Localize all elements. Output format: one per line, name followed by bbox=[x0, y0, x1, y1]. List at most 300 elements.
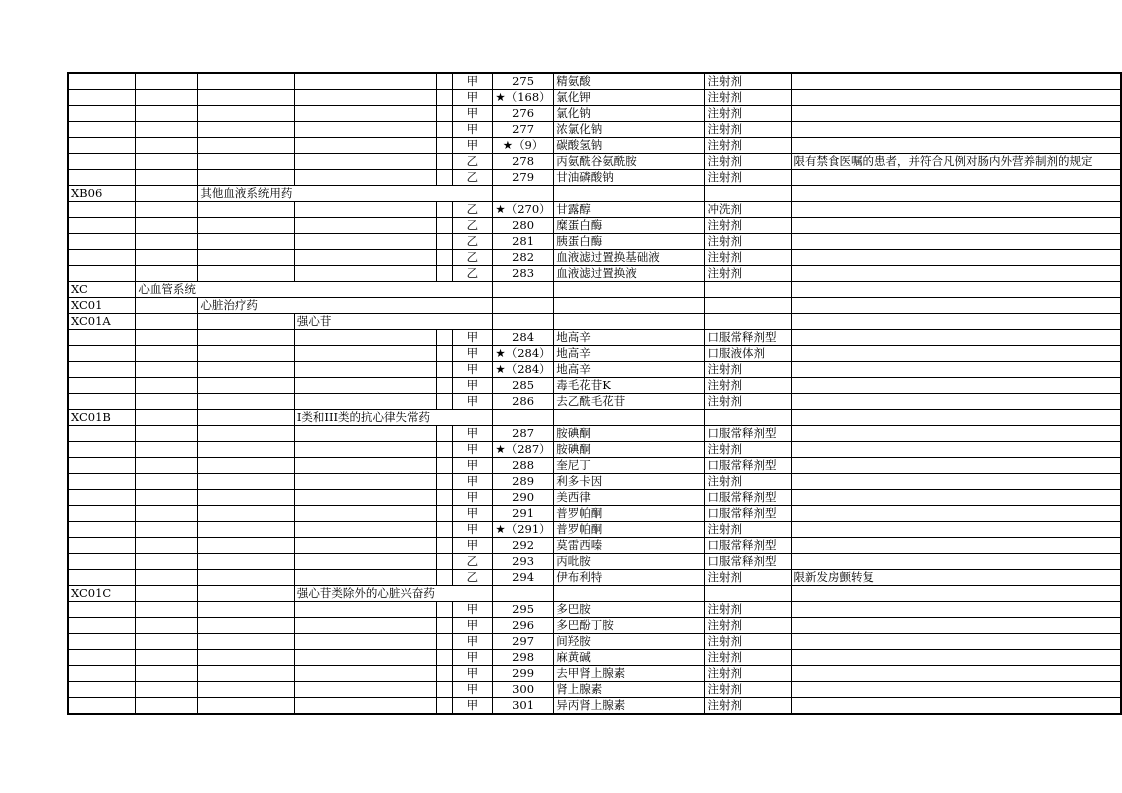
note-cell bbox=[791, 346, 1121, 362]
empty-cell bbox=[198, 73, 295, 90]
empty-cell bbox=[437, 250, 452, 266]
drug-name-cell: 伊布利特 bbox=[554, 570, 705, 586]
empty-cell bbox=[198, 362, 295, 378]
empty-cell bbox=[136, 250, 198, 266]
empty-cell bbox=[437, 378, 452, 394]
empty-cell bbox=[437, 314, 452, 330]
category-code-cell bbox=[68, 202, 136, 218]
empty-cell bbox=[437, 218, 452, 234]
drug-name-cell: 氯化钾 bbox=[554, 90, 705, 106]
drug-name-cell: 地高辛 bbox=[554, 362, 705, 378]
note-cell bbox=[791, 122, 1121, 138]
dosage-form-cell: 注射剂 bbox=[705, 602, 791, 618]
category-code-cell bbox=[68, 90, 136, 106]
drug-row bbox=[68, 154, 1121, 170]
empty-cell bbox=[136, 442, 198, 458]
category-code-cell bbox=[68, 170, 136, 186]
empty-cell bbox=[437, 234, 452, 250]
note-cell bbox=[791, 266, 1121, 282]
note-cell bbox=[791, 474, 1121, 490]
dosage-form-cell: 注射剂 bbox=[705, 666, 791, 682]
number-cell: 289 bbox=[492, 474, 553, 490]
empty-cell bbox=[437, 90, 452, 106]
note-cell bbox=[791, 618, 1121, 634]
note-cell bbox=[791, 73, 1121, 90]
category-code-cell bbox=[68, 250, 136, 266]
category-code-cell bbox=[68, 266, 136, 282]
drug-name-cell: 奎尼丁 bbox=[554, 458, 705, 474]
category-name-cell: 其他血液系统用药 bbox=[198, 186, 295, 202]
category-row bbox=[68, 282, 1121, 298]
drug-catalog-table bbox=[67, 72, 1122, 715]
note-cell bbox=[791, 506, 1121, 522]
empty-cell bbox=[136, 698, 198, 715]
grade-cell: 乙 bbox=[452, 554, 492, 570]
empty-cell bbox=[136, 650, 198, 666]
category-code-cell bbox=[68, 362, 136, 378]
note-cell bbox=[791, 330, 1121, 346]
empty-cell bbox=[136, 410, 198, 426]
note-cell bbox=[791, 378, 1121, 394]
empty-cell bbox=[198, 570, 295, 586]
empty-cell bbox=[294, 250, 437, 266]
drug-name-cell: 碳酸氢钠 bbox=[554, 138, 705, 154]
grade-cell: 乙 bbox=[452, 266, 492, 282]
category-code-cell bbox=[68, 458, 136, 474]
number-cell: 293 bbox=[492, 554, 553, 570]
empty-cell bbox=[136, 682, 198, 698]
category-row bbox=[68, 298, 1121, 314]
number-cell: 301 bbox=[492, 698, 553, 715]
number-cell: ★（287） bbox=[492, 442, 553, 458]
drug-row bbox=[68, 266, 1121, 282]
note-cell: 限新发房颤转复 bbox=[791, 570, 1121, 586]
dosage-form-cell: 口服常释剂型 bbox=[705, 330, 791, 346]
empty-cell bbox=[136, 538, 198, 554]
dosage-form-cell: 注射剂 bbox=[705, 90, 791, 106]
empty-cell bbox=[294, 522, 437, 538]
drug-row bbox=[68, 394, 1121, 410]
drug-row bbox=[68, 618, 1121, 634]
dosage-form-cell: 注射剂 bbox=[705, 618, 791, 634]
dosage-form-cell: 注射剂 bbox=[705, 378, 791, 394]
dosage-form-cell: 口服常释剂型 bbox=[705, 506, 791, 522]
empty-cell bbox=[136, 266, 198, 282]
empty-cell bbox=[437, 394, 452, 410]
category-row bbox=[68, 314, 1121, 330]
note-cell bbox=[791, 362, 1121, 378]
empty-cell bbox=[136, 362, 198, 378]
empty-cell bbox=[437, 186, 452, 202]
drug-name-cell bbox=[554, 586, 705, 602]
drug-name-cell: 糜蛋白酶 bbox=[554, 218, 705, 234]
category-row bbox=[68, 586, 1121, 602]
dosage-form-cell: 冲洗剂 bbox=[705, 202, 791, 218]
empty-cell bbox=[198, 170, 295, 186]
empty-cell bbox=[437, 202, 452, 218]
category-code-cell bbox=[68, 426, 136, 442]
drug-row bbox=[68, 698, 1121, 715]
empty-cell bbox=[294, 538, 437, 554]
category-code-cell bbox=[68, 378, 136, 394]
empty-cell bbox=[294, 186, 437, 202]
dosage-form-cell: 口服常释剂型 bbox=[705, 490, 791, 506]
category-name-cell: Ⅰ类和III类的抗心律失常药 bbox=[294, 410, 437, 426]
grade-cell bbox=[452, 314, 492, 330]
category-code-cell bbox=[68, 138, 136, 154]
grade-cell: 甲 bbox=[452, 506, 492, 522]
empty-cell bbox=[136, 394, 198, 410]
grade-cell: 甲 bbox=[452, 538, 492, 554]
empty-cell bbox=[437, 170, 452, 186]
category-code-cell bbox=[68, 122, 136, 138]
note-cell bbox=[791, 138, 1121, 154]
empty-cell bbox=[294, 298, 437, 314]
grade-cell: 甲 bbox=[452, 618, 492, 634]
number-cell: 291 bbox=[492, 506, 553, 522]
category-code-cell bbox=[68, 522, 136, 538]
drug-name-cell: 异丙肾上腺素 bbox=[554, 698, 705, 715]
category-code-cell bbox=[68, 682, 136, 698]
empty-cell bbox=[198, 90, 295, 106]
empty-cell bbox=[136, 378, 198, 394]
empty-cell bbox=[198, 554, 295, 570]
empty-cell bbox=[198, 602, 295, 618]
empty-cell bbox=[198, 618, 295, 634]
empty-cell bbox=[294, 458, 437, 474]
drug-name-cell: 肾上腺素 bbox=[554, 682, 705, 698]
category-code-cell bbox=[68, 490, 136, 506]
empty-cell bbox=[198, 522, 295, 538]
empty-cell bbox=[294, 570, 437, 586]
drug-name-cell: 胺碘酮 bbox=[554, 426, 705, 442]
dosage-form-cell bbox=[705, 314, 791, 330]
grade-cell: 甲 bbox=[452, 650, 492, 666]
category-code-cell bbox=[68, 106, 136, 122]
empty-cell bbox=[198, 490, 295, 506]
empty-cell bbox=[198, 266, 295, 282]
empty-cell bbox=[294, 426, 437, 442]
empty-cell bbox=[294, 90, 437, 106]
drug-name-cell: 胺碘酮 bbox=[554, 442, 705, 458]
number-cell: 279 bbox=[492, 170, 553, 186]
empty-cell bbox=[136, 586, 198, 602]
empty-cell bbox=[437, 458, 452, 474]
number-cell: 280 bbox=[492, 218, 553, 234]
dosage-form-cell bbox=[705, 410, 791, 426]
note-cell bbox=[791, 682, 1121, 698]
empty-cell bbox=[198, 650, 295, 666]
dosage-form-cell: 注射剂 bbox=[705, 698, 791, 715]
drug-name-cell bbox=[554, 298, 705, 314]
empty-cell bbox=[294, 378, 437, 394]
number-cell bbox=[492, 298, 553, 314]
note-cell bbox=[791, 298, 1121, 314]
empty-cell bbox=[136, 122, 198, 138]
empty-cell bbox=[136, 73, 198, 90]
empty-cell bbox=[294, 282, 437, 298]
note-cell bbox=[791, 586, 1121, 602]
drug-row bbox=[68, 426, 1121, 442]
empty-cell bbox=[198, 682, 295, 698]
drug-name-cell: 甘油磷酸钠 bbox=[554, 170, 705, 186]
drug-row bbox=[68, 218, 1121, 234]
empty-cell bbox=[294, 602, 437, 618]
drug-row bbox=[68, 522, 1121, 538]
note-cell bbox=[791, 234, 1121, 250]
number-cell bbox=[492, 314, 553, 330]
note-cell bbox=[791, 218, 1121, 234]
category-name-cell: 心脏治疗药 bbox=[198, 298, 295, 314]
drug-row bbox=[68, 90, 1121, 106]
drug-row bbox=[68, 106, 1121, 122]
grade-cell bbox=[452, 186, 492, 202]
empty-cell bbox=[136, 330, 198, 346]
grade-cell: 甲 bbox=[452, 442, 492, 458]
empty-cell bbox=[437, 698, 452, 715]
dosage-form-cell: 注射剂 bbox=[705, 154, 791, 170]
note-cell bbox=[791, 554, 1121, 570]
empty-cell bbox=[294, 106, 437, 122]
number-cell: 297 bbox=[492, 634, 553, 650]
note-cell bbox=[791, 202, 1121, 218]
dosage-form-cell: 口服常释剂型 bbox=[705, 554, 791, 570]
drug-row bbox=[68, 458, 1121, 474]
drug-row bbox=[68, 73, 1121, 90]
empty-cell bbox=[294, 122, 437, 138]
empty-cell bbox=[294, 650, 437, 666]
empty-cell bbox=[198, 458, 295, 474]
category-row bbox=[68, 186, 1121, 202]
drug-name-cell bbox=[554, 410, 705, 426]
grade-cell: 甲 bbox=[452, 138, 492, 154]
empty-cell bbox=[198, 282, 295, 298]
note-cell bbox=[791, 106, 1121, 122]
empty-cell bbox=[198, 234, 295, 250]
empty-cell bbox=[198, 586, 295, 602]
empty-cell bbox=[136, 602, 198, 618]
empty-cell bbox=[294, 634, 437, 650]
number-cell: 285 bbox=[492, 378, 553, 394]
grade-cell: 甲 bbox=[452, 458, 492, 474]
category-name-cell: 强心苷类除外的心脏兴奋药 bbox=[294, 586, 437, 602]
empty-cell bbox=[437, 362, 452, 378]
note-cell bbox=[791, 314, 1121, 330]
empty-cell bbox=[294, 698, 437, 715]
note-cell bbox=[791, 538, 1121, 554]
grade-cell: 甲 bbox=[452, 106, 492, 122]
grade-cell: 甲 bbox=[452, 362, 492, 378]
drug-row bbox=[68, 554, 1121, 570]
empty-cell bbox=[198, 106, 295, 122]
drug-row bbox=[68, 346, 1121, 362]
empty-cell bbox=[136, 426, 198, 442]
drug-name-cell: 精氨酸 bbox=[554, 73, 705, 90]
empty-cell bbox=[198, 410, 295, 426]
category-code-cell bbox=[68, 634, 136, 650]
dosage-form-cell: 注射剂 bbox=[705, 266, 791, 282]
category-code-cell bbox=[68, 474, 136, 490]
empty-cell bbox=[437, 650, 452, 666]
grade-cell: 甲 bbox=[452, 394, 492, 410]
empty-cell bbox=[136, 298, 198, 314]
number-cell: 290 bbox=[492, 490, 553, 506]
number-cell: 276 bbox=[492, 106, 553, 122]
category-code-cell: XC01B bbox=[68, 410, 136, 426]
empty-cell bbox=[437, 538, 452, 554]
empty-cell bbox=[136, 234, 198, 250]
empty-cell bbox=[198, 202, 295, 218]
drug-row bbox=[68, 650, 1121, 666]
drug-row bbox=[68, 202, 1121, 218]
grade-cell: 甲 bbox=[452, 346, 492, 362]
grade-cell: 甲 bbox=[452, 682, 492, 698]
number-cell: 294 bbox=[492, 570, 553, 586]
empty-cell bbox=[136, 634, 198, 650]
drug-name-cell: 美西律 bbox=[554, 490, 705, 506]
number-cell: ★（168） bbox=[492, 90, 553, 106]
empty-cell bbox=[294, 73, 437, 90]
number-cell: 299 bbox=[492, 666, 553, 682]
grade-cell: 甲 bbox=[452, 490, 492, 506]
empty-cell bbox=[294, 682, 437, 698]
empty-cell bbox=[437, 73, 452, 90]
empty-cell bbox=[437, 346, 452, 362]
note-cell bbox=[791, 410, 1121, 426]
drug-name-cell: 去乙酰毛花苷 bbox=[554, 394, 705, 410]
empty-cell bbox=[136, 490, 198, 506]
empty-cell bbox=[136, 314, 198, 330]
category-code-cell: XB06 bbox=[68, 186, 136, 202]
note-cell bbox=[791, 666, 1121, 682]
empty-cell bbox=[437, 682, 452, 698]
note-cell bbox=[791, 650, 1121, 666]
empty-cell bbox=[437, 666, 452, 682]
grade-cell: 甲 bbox=[452, 330, 492, 346]
grade-cell: 甲 bbox=[452, 666, 492, 682]
drug-name-cell: 普罗帕酮 bbox=[554, 506, 705, 522]
number-cell: 296 bbox=[492, 618, 553, 634]
number-cell: 275 bbox=[492, 73, 553, 90]
category-code-cell bbox=[68, 618, 136, 634]
empty-cell bbox=[198, 122, 295, 138]
number-cell bbox=[492, 586, 553, 602]
empty-cell bbox=[198, 330, 295, 346]
category-code-cell bbox=[68, 650, 136, 666]
category-code-cell bbox=[68, 394, 136, 410]
dosage-form-cell: 注射剂 bbox=[705, 362, 791, 378]
dosage-form-cell: 注射剂 bbox=[705, 170, 791, 186]
empty-cell bbox=[136, 154, 198, 170]
empty-cell bbox=[437, 298, 452, 314]
empty-cell bbox=[437, 330, 452, 346]
empty-cell bbox=[294, 202, 437, 218]
grade-cell: 甲 bbox=[452, 378, 492, 394]
empty-cell bbox=[437, 122, 452, 138]
empty-cell bbox=[198, 250, 295, 266]
empty-cell bbox=[437, 554, 452, 570]
dosage-form-cell: 注射剂 bbox=[705, 570, 791, 586]
drug-name-cell: 麻黄碱 bbox=[554, 650, 705, 666]
category-code-cell bbox=[68, 506, 136, 522]
drug-name-cell: 利多卡因 bbox=[554, 474, 705, 490]
empty-cell bbox=[437, 282, 452, 298]
category-code-cell: XC01C bbox=[68, 586, 136, 602]
empty-cell bbox=[437, 474, 452, 490]
drug-row bbox=[68, 602, 1121, 618]
note-cell bbox=[791, 394, 1121, 410]
dosage-form-cell: 注射剂 bbox=[705, 73, 791, 90]
drug-row bbox=[68, 570, 1121, 586]
empty-cell bbox=[198, 218, 295, 234]
dosage-form-cell: 口服常释剂型 bbox=[705, 426, 791, 442]
category-code-cell bbox=[68, 602, 136, 618]
note-cell bbox=[791, 186, 1121, 202]
empty-cell bbox=[136, 506, 198, 522]
grade-cell: 乙 bbox=[452, 234, 492, 250]
drug-name-cell: 毒毛花苷K bbox=[554, 378, 705, 394]
empty-cell bbox=[198, 666, 295, 682]
grade-cell: 甲 bbox=[452, 474, 492, 490]
empty-cell bbox=[437, 618, 452, 634]
empty-cell bbox=[136, 522, 198, 538]
empty-cell bbox=[136, 218, 198, 234]
empty-cell bbox=[437, 106, 452, 122]
drug-row bbox=[68, 474, 1121, 490]
empty-cell bbox=[198, 378, 295, 394]
number-cell bbox=[492, 410, 553, 426]
empty-cell bbox=[198, 698, 295, 715]
category-name-cell: 心血管系统 bbox=[136, 282, 198, 298]
drug-name-cell: 地高辛 bbox=[554, 330, 705, 346]
empty-cell bbox=[136, 618, 198, 634]
dosage-form-cell: 注射剂 bbox=[705, 522, 791, 538]
drug-row bbox=[68, 378, 1121, 394]
empty-cell bbox=[294, 330, 437, 346]
grade-cell bbox=[452, 298, 492, 314]
grade-cell: 乙 bbox=[452, 218, 492, 234]
empty-cell bbox=[198, 538, 295, 554]
empty-cell bbox=[136, 138, 198, 154]
empty-cell bbox=[437, 426, 452, 442]
empty-cell bbox=[198, 154, 295, 170]
dosage-form-cell: 注射剂 bbox=[705, 634, 791, 650]
note-cell bbox=[791, 634, 1121, 650]
grade-cell bbox=[452, 282, 492, 298]
empty-cell bbox=[437, 570, 452, 586]
grade-cell: 甲 bbox=[452, 122, 492, 138]
drug-name-cell: 莫雷西嗪 bbox=[554, 538, 705, 554]
grade-cell: 乙 bbox=[452, 202, 492, 218]
note-cell bbox=[791, 458, 1121, 474]
drug-row bbox=[68, 682, 1121, 698]
category-code-cell: XC bbox=[68, 282, 136, 298]
empty-cell bbox=[136, 186, 198, 202]
category-code-cell bbox=[68, 234, 136, 250]
empty-cell bbox=[136, 90, 198, 106]
number-cell: 292 bbox=[492, 538, 553, 554]
grade-cell bbox=[452, 410, 492, 426]
empty-cell bbox=[437, 442, 452, 458]
dosage-form-cell bbox=[705, 298, 791, 314]
empty-cell bbox=[136, 458, 198, 474]
category-code-cell bbox=[68, 154, 136, 170]
empty-cell bbox=[294, 506, 437, 522]
number-cell: 283 bbox=[492, 266, 553, 282]
drug-row bbox=[68, 538, 1121, 554]
dosage-form-cell bbox=[705, 282, 791, 298]
dosage-form-cell: 注射剂 bbox=[705, 234, 791, 250]
